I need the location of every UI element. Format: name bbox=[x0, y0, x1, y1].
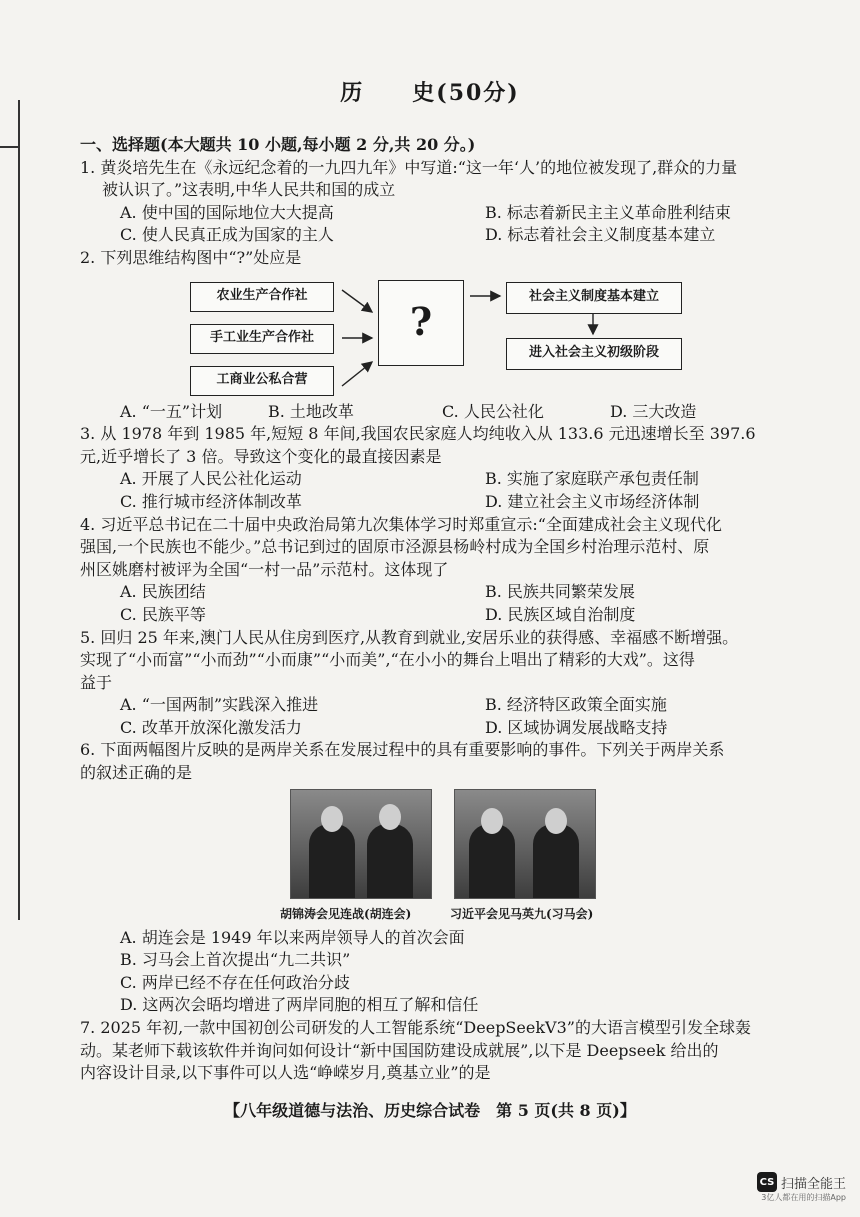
q5-option-b: B. 经济特区政策全面实施 bbox=[485, 695, 667, 715]
q3-option-a: A. 开展了人民公社化运动 bbox=[120, 469, 302, 489]
q1-option-b: B. 标志着新民主主义革命胜利结束 bbox=[485, 202, 731, 222]
diagram-arrows bbox=[80, 276, 810, 401]
exam-content bbox=[80, 134, 810, 1085]
box-primary-stage: 进入社会主义初级阶段 bbox=[506, 338, 682, 370]
q6-stem-line1: 6. 下面两幅图片反映的是两岸关系在发展过程中的具有重要影响的事件。下列关于两岸关系 bbox=[80, 740, 725, 760]
q3-option-c: C. 推行城市经济体制改革 bbox=[120, 491, 302, 511]
box-socialist-system: 社会主义制度基本建立 bbox=[506, 282, 682, 314]
photo-hu-lian-meeting bbox=[290, 789, 432, 899]
question-7 bbox=[80, 1017, 810, 1085]
q6-photos bbox=[80, 789, 810, 927]
q1-stem-line2: 被认识了。”这表明,中华人民共和国的成立 bbox=[102, 180, 396, 200]
question-6 bbox=[80, 739, 810, 1017]
q5-option-a: A. “一国两制”实践深入推进 bbox=[120, 695, 319, 715]
box-agriculture-coop: 农业生产合作社 bbox=[190, 282, 334, 312]
q4-option-d: D. 民族区域自治制度 bbox=[485, 604, 636, 624]
question-2 bbox=[80, 247, 810, 423]
photo-xi-ma-meeting bbox=[454, 789, 596, 899]
q1-stem-line1: 1. 黄炎培先生在《永远纪念着的一九四九年》中写道:“这一年‘人’的地位被发现了,群众的力量 bbox=[80, 157, 738, 177]
q6-stem-line2: 的叙述正确的是 bbox=[80, 763, 193, 783]
q3-option-d: D. 建立社会主义市场经济体制 bbox=[485, 491, 700, 511]
q2-mind-map bbox=[80, 276, 810, 401]
section-heading: 一、选择题(本大题共 10 小题,每小题 2 分,共 20 分。) bbox=[80, 135, 476, 154]
watermark-app-name: 扫描全能王 bbox=[780, 1176, 846, 1192]
q6-option-b: B. 习马会上首次提出“九二共识” bbox=[120, 950, 351, 970]
q3-option-b: B. 实施了家庭联产承包责任制 bbox=[485, 469, 699, 489]
q7-stem-line1: 7. 2025 年初,一款中国初创公司研发的人工智能系统“DeepSeekV3”的大语言模型引发全球轰 bbox=[80, 1018, 751, 1038]
q4-stem-line1: 4. 习近平总书记在二十届中央政治局第九次集体学习时郑重宣示:“全面建成社会主义现代化 bbox=[80, 514, 722, 534]
q3-stem-line1: 3. 从 1978 年到 1985 年,短短 8 年间,我国农民家庭人均纯收入从 133.6 元迅速增长至 397.6 bbox=[80, 424, 756, 444]
q2-option-a: A. “一五”计划 bbox=[120, 401, 223, 421]
box-handicraft-coop: 手工业生产合作社 bbox=[190, 324, 334, 354]
binding-margin-line bbox=[18, 100, 20, 920]
q3-stem-line2: 元,近乎增长了 3 倍。导致这个变化的最直接因素是 bbox=[80, 446, 442, 466]
q2-stem: 2. 下列思维结构图中“?”处应是 bbox=[80, 247, 302, 267]
q4-option-c: C. 民族平等 bbox=[120, 604, 206, 624]
scanner-watermark bbox=[757, 1170, 846, 1204]
q2-option-b: B. 土地改革 bbox=[268, 401, 354, 421]
page-title: 历 史(50分) bbox=[340, 80, 520, 106]
q6-option-d: D. 这两次会晤均增进了两岸同胞的相互了解和信任 bbox=[120, 995, 479, 1015]
binding-margin-tick bbox=[0, 146, 20, 148]
q2-option-d: D. 三大改造 bbox=[610, 401, 697, 421]
caption-hu-lian: 胡锦涛会见连战(胡连会) bbox=[280, 906, 412, 921]
question-3 bbox=[80, 423, 810, 513]
q5-option-c: C. 改革开放深化激发活力 bbox=[120, 717, 302, 737]
q5-option-d: D. 区域协调发展战略支持 bbox=[485, 717, 668, 737]
q5-stem-line2: 实现了“小而富”“小而劲”“小而康”“小而美”,“在小小的舞台上唱出了精彩的大戏”。这得 bbox=[80, 650, 695, 670]
q4-stem-line3: 州区姚磨村被评为全国“一村一品”示范村。这体现了 bbox=[80, 559, 449, 579]
page-footer: 【八年级道德与法治、历史综合试卷 第 5 页(共 8 页)】 bbox=[224, 1101, 636, 1120]
q7-stem-line3: 内容设计目录,以下事件可以人选“峥嵘岁月,奠基立业”的是 bbox=[80, 1063, 491, 1083]
q6-option-c: C. 两岸已经不存在任何政治分歧 bbox=[120, 972, 350, 992]
question-1 bbox=[80, 157, 810, 247]
q5-stem-line3: 益于 bbox=[80, 672, 113, 692]
q1-option-d: D. 标志着社会主义制度基本建立 bbox=[485, 225, 716, 245]
q6-option-a: A. 胡连会是 1949 年以来两岸领导人的首次会面 bbox=[120, 927, 465, 947]
caption-xi-ma: 习近平会见马英九(习马会) bbox=[450, 906, 594, 921]
q2-option-c: C. 人民公社化 bbox=[442, 401, 544, 421]
q1-option-a: A. 使中国的国际地位大大提高 bbox=[120, 202, 334, 222]
question-4 bbox=[80, 514, 810, 627]
q4-stem-line2: 强国,一个民族也不能少。”总书记到过的固原市泾源县杨岭村成为全国乡村治理示范村、原 bbox=[80, 537, 710, 557]
q5-stem-line1: 5. 回归 25 年来,澳门人民从住房到医疗,从教育到就业,安居乐业的获得感、幸福感不断增强。 bbox=[80, 627, 739, 647]
camscanner-logo-icon: CS bbox=[757, 1172, 777, 1192]
q4-option-b: B. 民族共同繁荣发展 bbox=[485, 582, 635, 602]
box-commerce-joint: 工商业公私合营 bbox=[190, 366, 334, 396]
box-question-mark: ? bbox=[378, 280, 464, 366]
question-5 bbox=[80, 627, 810, 740]
q1-option-c: C. 使人民真正成为国家的主人 bbox=[120, 225, 334, 245]
watermark-tagline: 3亿人都在用的扫描App bbox=[761, 1193, 846, 1202]
q7-stem-line2: 动。某老师下载该软件并询问如何设计“新中国国防建设成就展”,以下是 Deepseek 给出的 bbox=[80, 1040, 719, 1060]
q4-option-a: A. 民族团结 bbox=[120, 582, 206, 602]
